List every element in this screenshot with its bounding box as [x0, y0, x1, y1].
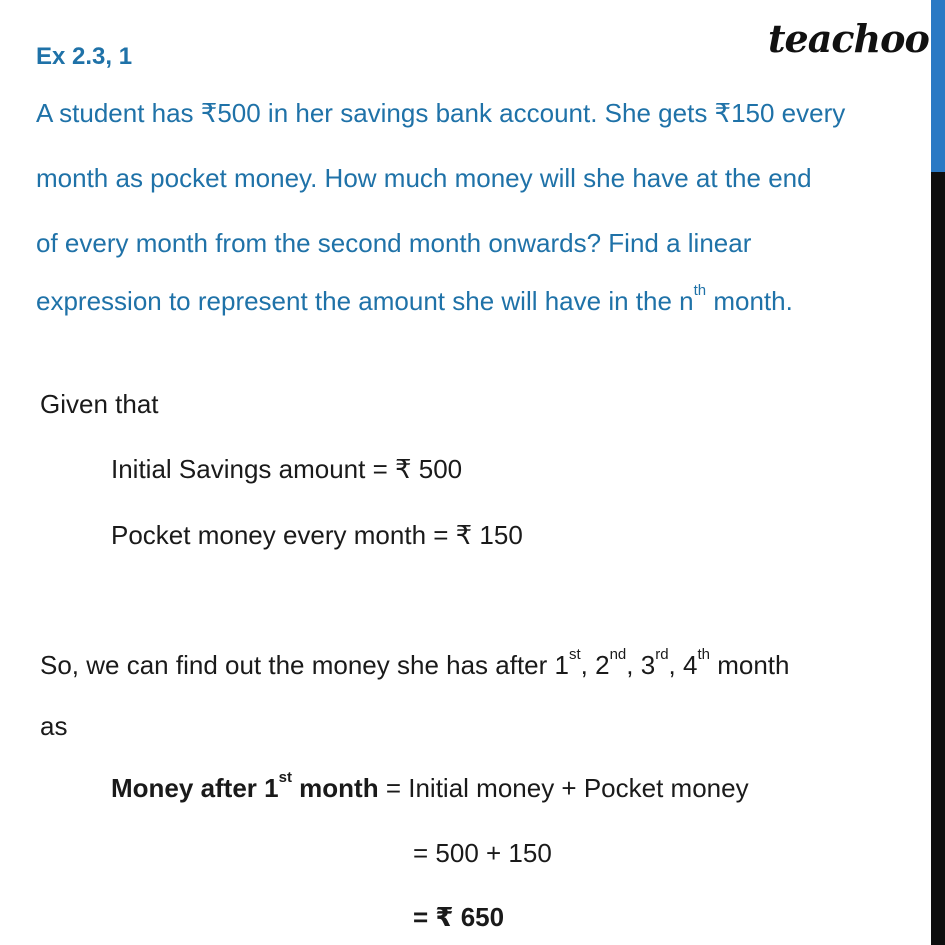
calculation-step: = 500 + 150: [413, 838, 552, 868]
as-line: as: [40, 711, 68, 741]
pocket-money-line: Pocket money every month = ₹ 150: [111, 520, 523, 550]
scrollbar-thumb[interactable]: [931, 0, 945, 172]
question-line-1: A student has ₹500 in her savings bank account. She gets ₹150 every: [36, 98, 846, 128]
calculation-result: = ₹ 650: [413, 902, 505, 932]
so-statement-line: So, we can find out the money she has after 1st, 2nd, 3rd, 4th month: [40, 646, 790, 680]
question-line-2: month as pocket money. How much money will she have at the end: [36, 163, 812, 193]
teachoo-logo: teachoo: [768, 16, 929, 61]
initial-savings-line: Initial Savings amount = ₹ 500: [111, 454, 463, 484]
question-line-4: expression to represent the amount she will have in the $n^{th}$ month.: [36, 282, 793, 316]
exercise-title: Ex 2.3, 1: [36, 43, 133, 70]
money-after-first-month-line: Money after 1st month = Initial money + Pocket money: [111, 769, 749, 803]
given-heading: Given that: [40, 389, 159, 419]
question-line-3: of every month from the second month onwards? Find a linear: [36, 228, 752, 258]
